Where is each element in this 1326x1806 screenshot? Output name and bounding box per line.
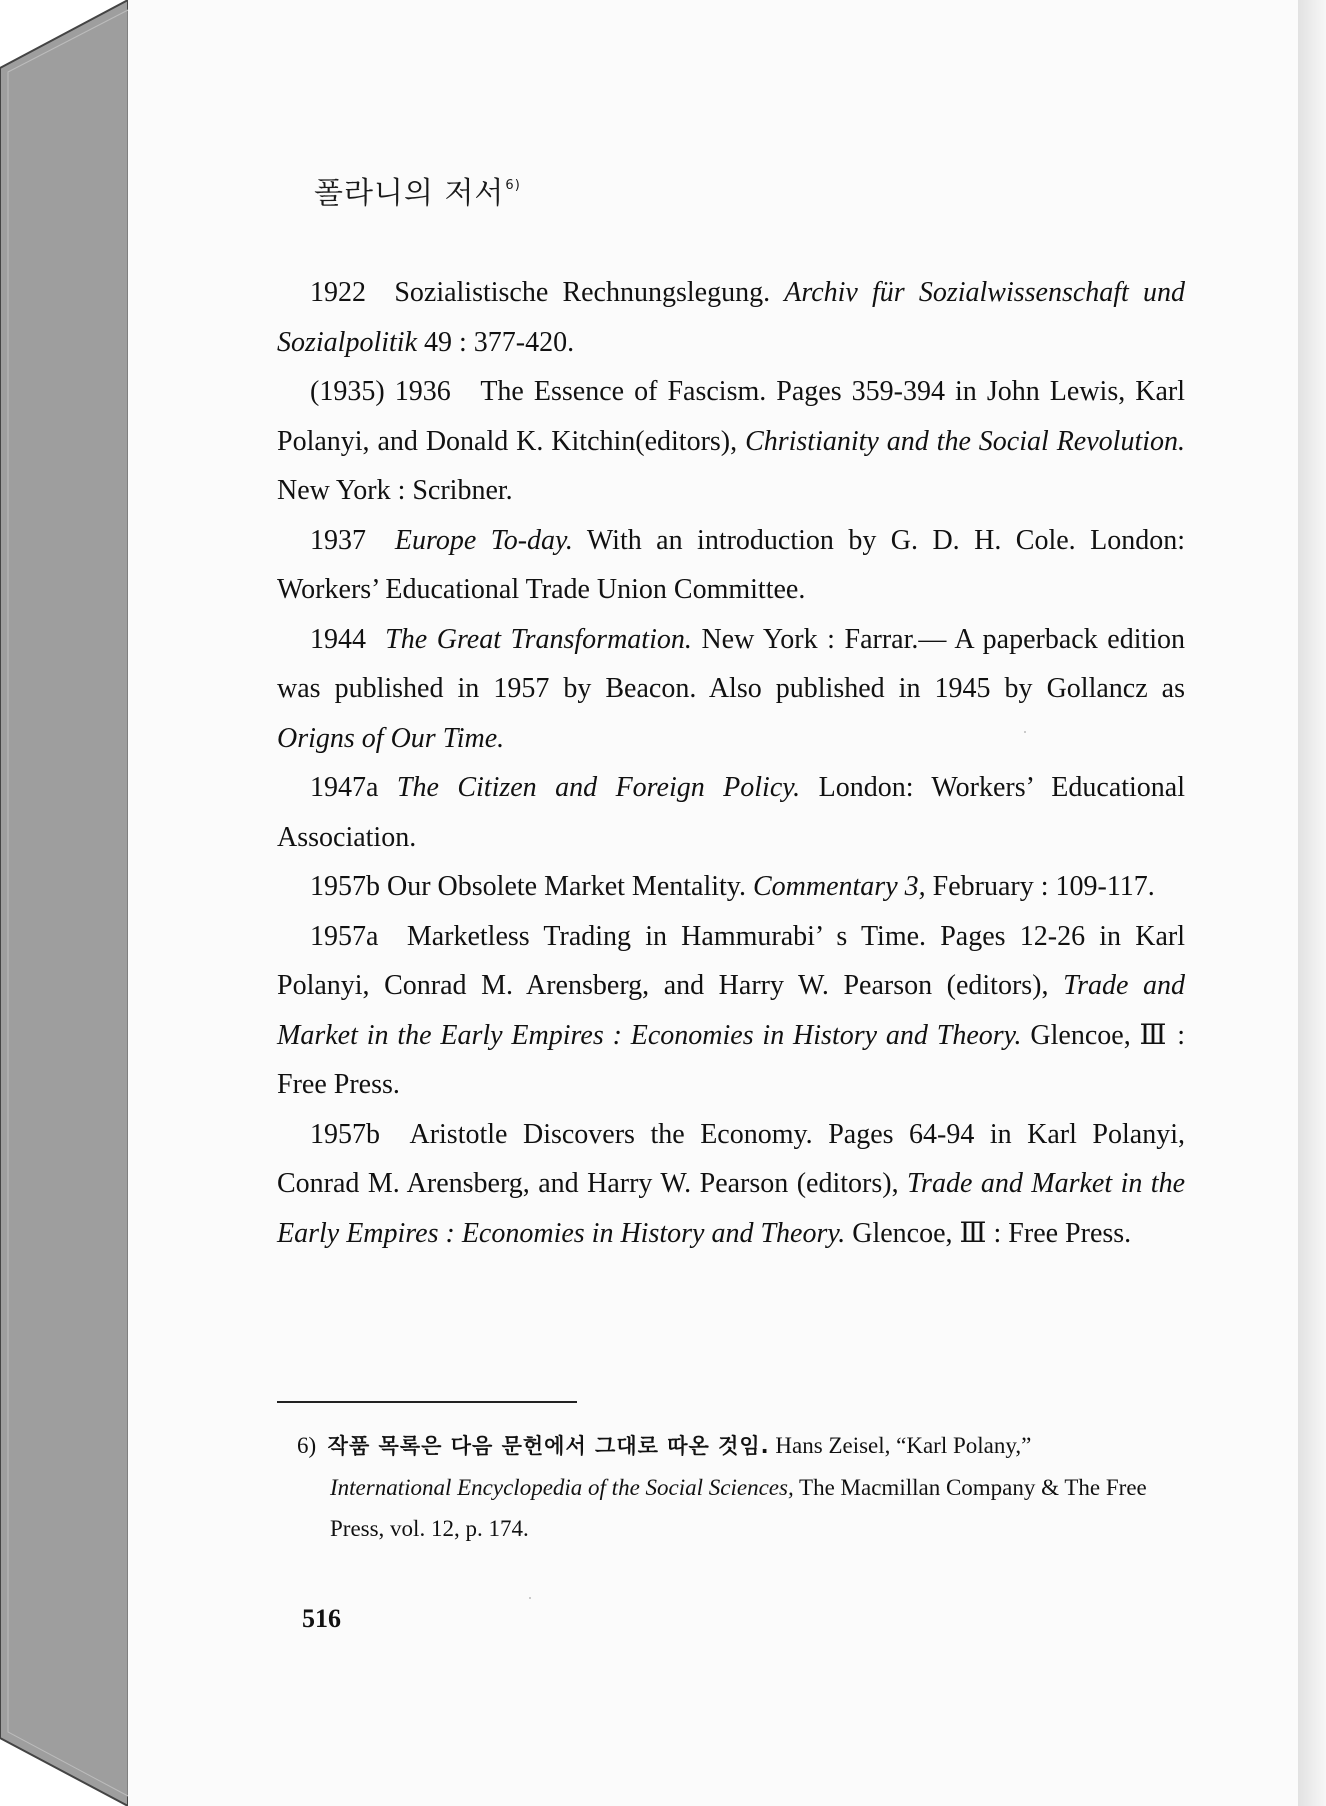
entry-title: Sozialistische Rechnungslegung. (394, 277, 771, 308)
scan-speck (1024, 731, 1026, 733)
entry-year: 1947a (310, 772, 379, 803)
entry-details: London: Workers’ Educational Association. (277, 772, 1186, 853)
heading-text: 폴라니의 저서 (314, 176, 505, 211)
entry-year: 1957a (310, 920, 379, 952)
footnote-divider (277, 1401, 577, 1403)
entry-book: Europe To-day. (394, 524, 573, 556)
entry-details: Glencoe, Ⅲ : Free Press. (277, 1019, 1186, 1100)
entry-year: 1957b (310, 871, 380, 902)
entry-title: The Essence of Fascism. Pages 359-394 in John Lewis, Karl Polanyi, and Donald K. Kitchin(editors), (277, 376, 1186, 457)
footnote-source: International Encyclopedia of the Social Sciences, (330, 1475, 794, 1500)
entry-alt-title: Origns of Our Time. (277, 722, 505, 754)
entry-title: Aristotle Discovers the Economy. Pages 64-94 in Karl Polanyi, Conrad M. Arensberg, and Harry W. Pearson (editors), (277, 1118, 1185, 1199)
entry-title: Our Obsolete Market Mentality. (387, 871, 746, 902)
entry-journal: Commentary 3, (752, 871, 926, 902)
entry-book: Christianity and the Social Revolution. (745, 425, 1185, 457)
entry-year: 1937 (310, 524, 366, 556)
bibliography-entry (277, 516, 1185, 615)
bibliography-entry (277, 268, 1185, 367)
bibliography-list (277, 268, 1185, 1258)
bibliography-entry (277, 912, 1185, 1110)
footnote (297, 1425, 1185, 1549)
entry-details: New York : Scribner. (277, 475, 513, 506)
entry-details: New York : Farrar.— A paperback edition was published in 1957 by Beacon. Also published in 1945 by Gollancz as (277, 623, 1186, 704)
entry-year: 1922 (310, 277, 366, 308)
bibliography-entry (277, 862, 1185, 912)
footnote-marker: 6) (297, 1433, 317, 1458)
entry-book: The Citizen and Foreign Policy. (396, 772, 801, 803)
entry-book: Trade and Market in the Early Empires : Economies in History and Theory. (277, 1168, 1185, 1249)
entry-year: (1935) 1936 (310, 376, 451, 407)
footnote-korean-text: 작품 목록은 다음 문헌에서 그대로 따온 것임. (327, 1434, 770, 1458)
footnote-publisher: The Macmillan Company & The Free Press, vol. 12, p. 174. (330, 1475, 1147, 1541)
entry-book: The Great Transformation. (385, 623, 692, 655)
page-number: 516 (302, 1604, 341, 1633)
entry-details: With an introduction by G. D. H. Cole. London: Workers’ Educational Trade Union Committee. (277, 524, 1185, 605)
bibliography-entry (277, 1110, 1185, 1259)
entry-journal: Archiv für Sozialwissenschaft und Sozialpolitik (277, 277, 1185, 358)
footnote-line (297, 1425, 1185, 1467)
bibliography-entry (277, 615, 1185, 764)
scan-speck (529, 1597, 531, 1599)
entry-details: February : 109-117. (932, 871, 1155, 902)
entry-book: Trade and Market in the Early Empires : Economies in History and Theory. (277, 970, 1185, 1051)
bibliography-entry (277, 367, 1185, 516)
heading-footnote-ref: 6) (505, 178, 521, 193)
entry-details: Glencoe, Ⅲ : Free Press. (852, 1217, 1132, 1249)
entry-year: 1957b (310, 1118, 380, 1150)
book-spine (0, 0, 128, 1806)
entry-details: 49 : 377-420. (424, 326, 575, 358)
footnote-source-line (330, 1467, 1185, 1549)
bibliography-entry (277, 763, 1185, 862)
page-heading (314, 168, 521, 212)
footnote-citation: Hans Zeisel, “Karl Polany,” (775, 1433, 1032, 1458)
page-right-shadow (1298, 0, 1326, 1806)
entry-year: 1944 (310, 623, 366, 655)
entry-title: Marketless Trading in Hammurabi’ s Time. Pages 12-26 in Karl Polanyi, Conrad M. Arensberg, and Harry W. Pearson (editors), (277, 920, 1185, 1001)
